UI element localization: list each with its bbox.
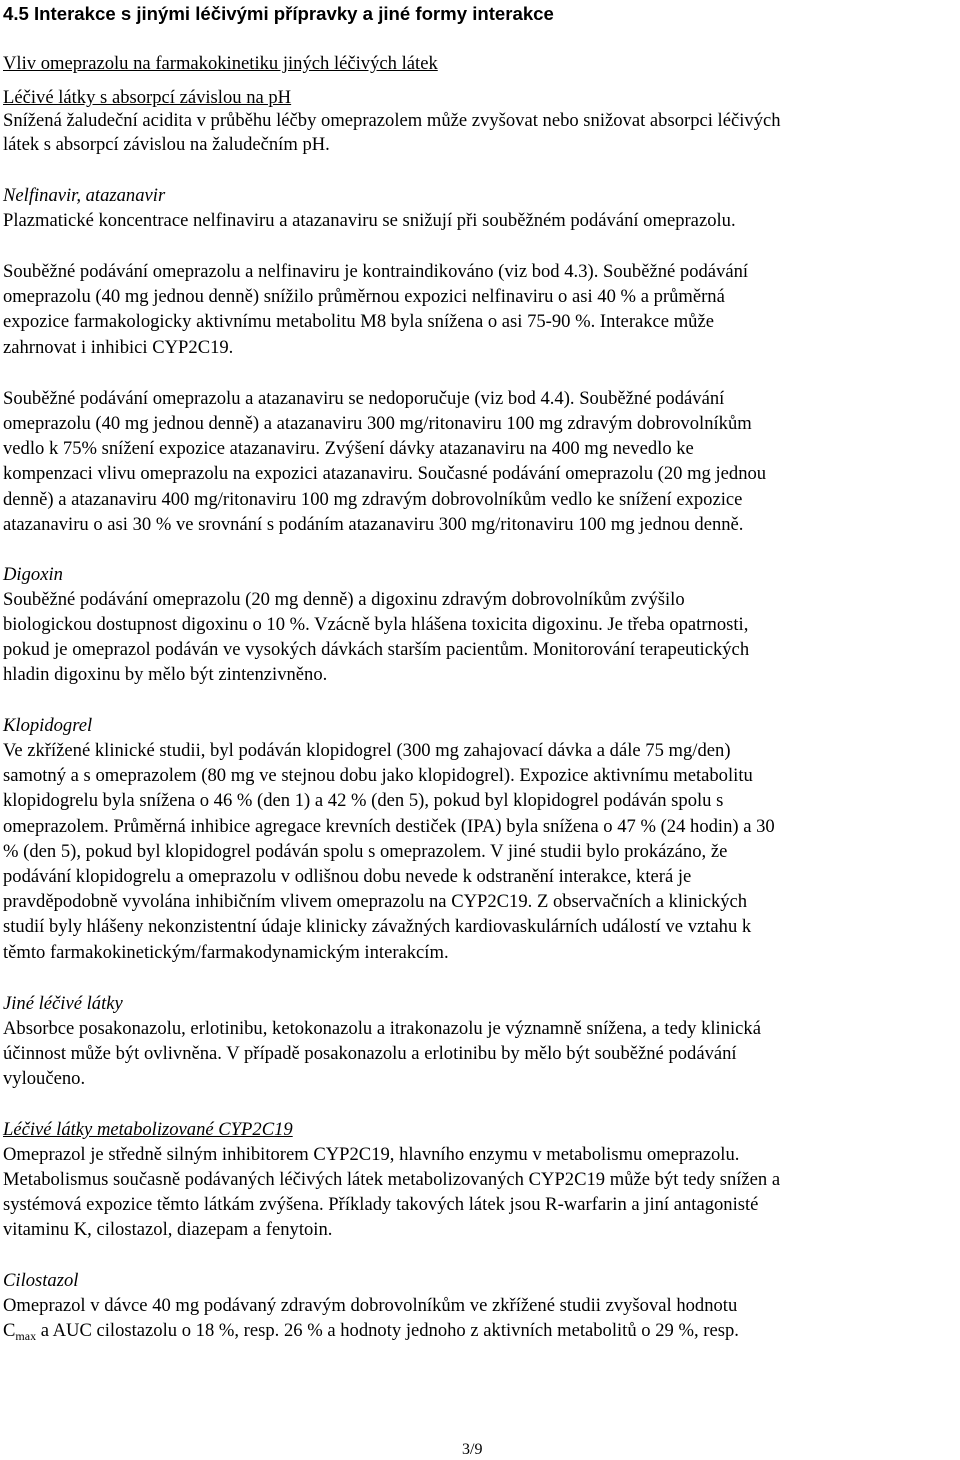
klopidogrel-line: pravděpodobně vyvolána inhibičním vlivem omeprazolu na CYP2C19. Z observačních a klinických <box>3 891 748 912</box>
cyp2c19-line: vitaminu K, cilostazol, diazepam a fenytoin. <box>3 1219 333 1240</box>
klopidogrel-line: těmto farmakokinetickým/farmakodynamickým interakcím. <box>3 942 449 963</box>
other-drugs-line: vyloučeno. <box>3 1068 86 1089</box>
digoxin-line: pokud je omeprazol podáván ve vysokých dávkách starším pacientům. Monitorování terapeutických <box>3 639 750 660</box>
ph-section-line: Snížená žaludeční acidita v průběhu léčby omeprazolem může zvyšovat nebo snižovat absorpci léčivých <box>3 110 781 131</box>
other-drugs-line: účinnost může být ovlivněna. V případě posakonazolu a erlotinibu by mělo být souběžné podávání <box>3 1043 737 1064</box>
ph-section-title: Léčivé látky s absorpcí závislou na pH <box>3 87 292 108</box>
klopidogrel-line: podávání klopidogrelu a omeprazolu v odlišnou dobu nevede k odstranění interakce, která je <box>3 866 692 887</box>
digoxin-title: Digoxin <box>3 564 63 585</box>
cilostazol-line: Omeprazol v dávce 40 mg podávaný zdravým dobrovolníkům ve zkřížené studii zvyšoval hodnotu <box>3 1295 738 1316</box>
nelfinavir-paragraph-line: Souběžné podávání omeprazolu a nelfinaviru je kontraindikováno (viz bod 4.3). Souběžné podávání <box>3 261 749 282</box>
cmax-symbol: C <box>3 1320 16 1341</box>
nelfinavir-paragraph-line: zahrnovat i inhibici CYP2C19. <box>3 337 234 358</box>
klopidogrel-line: studií byly hlášeny nekonzistentní údaje klinicky závažných kardiovaskulárních událostí ve vztahu k <box>3 916 752 937</box>
atazanavir-paragraph-line: atazanaviru o asi 30 % ve srovnání s podáním atazanaviru 300 mg/ritonaviru 100 mg jednou denně. <box>3 514 744 535</box>
cyp2c19-line: Metabolismus současně podávaných léčivých látek metabolizovaných CYP2C19 může být tedy snížen a <box>3 1169 781 1190</box>
cilostazol-line <box>3 1319 739 1348</box>
klopidogrel-line: Ve zkřížené klinické studii, byl podáván klopidogrel (300 mg zahajovací dávka a dále 75 mg/den) <box>3 740 731 761</box>
other-drugs-title: Jiné léčivé látky <box>3 993 123 1014</box>
atazanavir-paragraph-line: kompenzaci vlivu omeprazolu na expozici atazanaviru. Současné podávání omeprazolu (20 mg jednou <box>3 463 767 484</box>
digoxin-line: hladin digoxinu by mělo být zintenzivněno. <box>3 664 328 685</box>
other-drugs-line: Absorbce posakonazolu, erlotinibu, ketokonazolu a itrakonazolu je významně snížena, a tedy klinická <box>3 1018 761 1039</box>
atazanavir-paragraph-line: vedlo k 75% snížení expozice atazanaviru. Zvýšení dávky atazanaviru na 400 mg nevedlo ke <box>3 438 694 459</box>
cyp2c19-line: systémová expozice těmto látkám zvýšena. Příklady takových látek jsou R-warfarin a jiní antagonisté <box>3 1194 759 1215</box>
atazanavir-paragraph-line: omeprazolu (40 mg jednou denně) a atazanaviru 300 mg/ritonaviru 100 mg zdravým dobrovolníkům <box>3 413 752 434</box>
subheading: Vliv omeprazolu na farmakokinetiku jiných léčivých látek <box>3 53 438 74</box>
nelfinavir-paragraph-line: omeprazolu (40 mg jednou denně) snížilo průměrnou expozici nelfinaviru o asi 40 % a průměrná <box>3 286 725 307</box>
cilostazol-line-rest: a AUC cilostazolu o 18 %, resp. 26 % a hodnoty jednoho z aktivních metabolitů o 29 %, resp. <box>36 1320 739 1341</box>
page-number: 3/9 <box>462 1441 483 1458</box>
klopidogrel-line: klopidogrelu byla snížena o 46 % (den 1) a 42 % (den 5), pokud byl klopidogrel podáván spolu s <box>3 790 724 811</box>
klopidogrel-line: % (den 5), pokud byl klopidogrel podáván spolu s omeprazolem. V jiné studii bylo prokázáno, že <box>3 841 728 862</box>
cyp2c19-title: Léčivé látky metabolizované CYP2C19 <box>3 1119 293 1140</box>
cmax-subscript: max <box>15 1329 37 1343</box>
nelfinavir-title: Nelfinavir, atazanavir <box>3 185 166 206</box>
klopidogrel-line: samotný a s omeprazolem (80 mg ve stejnou dobu jako klopidogrel). Expozice aktivnímu metabolitu <box>3 765 753 786</box>
digoxin-line: biologickou dostupnost digoxinu o 10 %. Vzácně byla hlášena toxicita digoxinu. Je třeba opatrnosti, <box>3 614 749 635</box>
atazanavir-paragraph-line: Souběžné podávání omeprazolu a atazanaviru se nedoporučuje (viz bod 4.4). Souběžné podávání <box>3 388 725 409</box>
ph-section-line: látek s absorpcí závislou na žaludečním pH. <box>3 134 330 155</box>
section-heading: 4.5 Interakce s jinými léčivými přípravky a jiné formy interakce <box>3 3 554 24</box>
klopidogrel-line: omeprazolem. Průměrná inhibice agregace krevních destiček (IPA) byla snížena o 47 % (24 hodin) a 30 <box>3 816 775 837</box>
nelfinavir-paragraph: Plazmatické koncentrace nelfinaviru a atazanaviru se snižují při souběžném podávání omeprazolu. <box>3 210 736 231</box>
nelfinavir-paragraph-line: expozice farmakologicky aktivnímu metabolitu M8 byla snížena o asi 75-90 %. Interakce může <box>3 311 714 332</box>
cyp2c19-line: Omeprazol je středně silným inhibitorem CYP2C19, hlavního enzymu v metabolismu omeprazolu. <box>3 1144 740 1165</box>
digoxin-line: Souběžné podávání omeprazolu (20 mg denně) a digoxinu zdravým dobrovolníkům zvýšilo <box>3 589 685 610</box>
atazanavir-paragraph-line: denně) a atazanaviru 400 mg/ritonaviru 100 mg zdravým dobrovolníkům vedlo ke snížení expozice <box>3 489 743 510</box>
klopidogrel-title: Klopidogrel <box>3 715 93 736</box>
cilostazol-title: Cilostazol <box>3 1270 79 1291</box>
